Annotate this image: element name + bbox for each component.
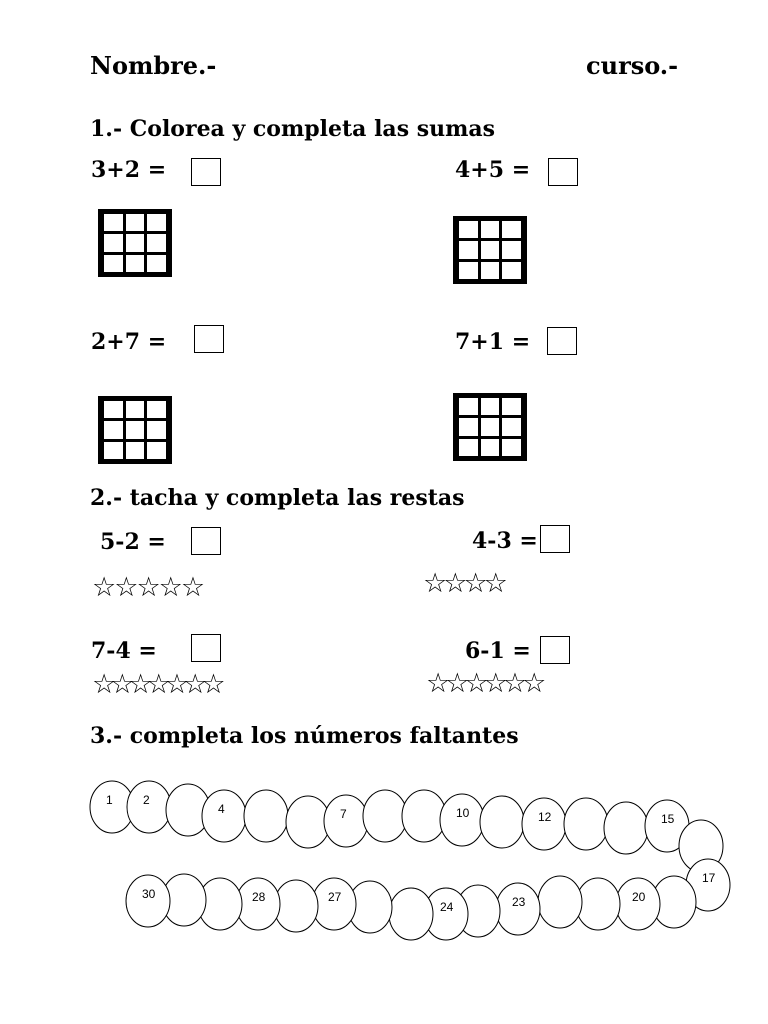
- grid-cell[interactable]: [126, 234, 145, 251]
- sum-answer-box-2[interactable]: [548, 158, 578, 186]
- number-circle[interactable]: [312, 878, 356, 930]
- number-circle[interactable]: [440, 794, 484, 846]
- grid-cell[interactable]: [104, 401, 123, 418]
- number-circle[interactable]: [564, 798, 608, 850]
- color-grid-3[interactable]: [98, 396, 172, 464]
- grid-cell[interactable]: [147, 255, 166, 272]
- number-caterpillar: [0, 770, 768, 960]
- circle-number-label: 1: [106, 793, 113, 807]
- circle-number-label: 15: [661, 812, 675, 826]
- sub-problem-1: 5-2 =: [100, 529, 166, 555]
- sum-answer-box-1[interactable]: [191, 158, 221, 186]
- star-icon[interactable]: ☆: [110, 669, 129, 700]
- sub-answer-box-1[interactable]: [191, 527, 221, 555]
- grid-cell[interactable]: [502, 241, 521, 258]
- sub-answer-box-3[interactable]: [191, 634, 221, 662]
- star-row-3: [92, 671, 220, 698]
- circle-number-label: 2: [143, 793, 150, 807]
- grid-cell[interactable]: [104, 255, 123, 272]
- star-icon[interactable]: ☆: [464, 668, 484, 699]
- grid-cell[interactable]: [126, 214, 145, 231]
- grid-cell[interactable]: [126, 255, 145, 272]
- sub-problem-4: 6-1 =: [465, 638, 531, 664]
- number-circle[interactable]: [274, 880, 318, 932]
- star-icon[interactable]: ☆: [502, 668, 523, 699]
- circle-number-label: 28: [252, 890, 266, 904]
- circle-number-label: 10: [456, 806, 470, 820]
- star-icon[interactable]: ☆: [483, 568, 504, 599]
- circle-number-label: 20: [632, 890, 646, 904]
- number-circle[interactable]: [522, 798, 566, 850]
- grid-cell[interactable]: [481, 221, 500, 238]
- star-icon[interactable]: ☆: [463, 568, 484, 599]
- grid-cell[interactable]: [502, 221, 521, 238]
- grid-cell[interactable]: [459, 439, 478, 456]
- star-icon[interactable]: ☆: [522, 668, 542, 699]
- circle-number-label: 30: [142, 887, 156, 901]
- star-icon[interactable]: ☆: [443, 568, 464, 599]
- color-grid-4[interactable]: [453, 393, 527, 461]
- star-icon[interactable]: ☆: [136, 572, 159, 603]
- grid-cell[interactable]: [104, 234, 123, 251]
- star-icon[interactable]: ☆: [92, 669, 111, 700]
- number-circle[interactable]: [363, 790, 407, 842]
- number-circle[interactable]: [127, 781, 171, 833]
- grid-cell[interactable]: [481, 439, 500, 456]
- star-icon[interactable]: ☆: [128, 669, 147, 700]
- number-circle[interactable]: [480, 796, 524, 848]
- sum-problem-3: 2+7 =: [91, 329, 167, 355]
- sum-problem-1: 3+2 =: [91, 157, 167, 183]
- grid-cell[interactable]: [459, 262, 478, 279]
- star-icon[interactable]: ☆: [146, 669, 165, 700]
- color-grid-1[interactable]: [98, 209, 172, 277]
- star-icon[interactable]: ☆: [164, 669, 184, 700]
- star-row-4: [426, 670, 541, 697]
- grid-cell[interactable]: [459, 418, 478, 435]
- grid-cell[interactable]: [104, 442, 123, 459]
- grid-cell[interactable]: [502, 398, 521, 415]
- sum-problem-2: 4+5 =: [455, 157, 531, 183]
- grid-cell[interactable]: [147, 421, 166, 438]
- section2-title: 2.- tacha y completa las restas: [90, 485, 465, 511]
- sum-problem-4: 7+1 =: [455, 329, 531, 355]
- star-icon[interactable]: ☆: [201, 669, 220, 700]
- star-icon[interactable]: ☆: [114, 572, 137, 603]
- number-circle[interactable]: [324, 795, 368, 847]
- grid-cell[interactable]: [126, 442, 145, 459]
- number-circle[interactable]: [496, 883, 540, 935]
- grid-cell[interactable]: [481, 418, 500, 435]
- number-circle[interactable]: [576, 878, 620, 930]
- star-row-1: [92, 574, 203, 601]
- section1-title: 1.- Colorea y completa las sumas: [90, 116, 496, 142]
- grid-cell[interactable]: [126, 401, 145, 418]
- grid-cell[interactable]: [104, 214, 123, 231]
- sum-answer-box-3[interactable]: [194, 325, 224, 353]
- grid-cell[interactable]: [459, 398, 478, 415]
- star-icon[interactable]: ☆: [183, 669, 202, 700]
- star-icon[interactable]: ☆: [423, 568, 444, 599]
- number-circle[interactable]: [604, 802, 648, 854]
- circle-number-label: 23: [512, 895, 526, 909]
- number-circle[interactable]: [202, 790, 246, 842]
- number-circle[interactable]: [538, 876, 582, 928]
- grid-cell[interactable]: [459, 241, 478, 258]
- grid-cell[interactable]: [502, 418, 521, 435]
- circle-number-label: 24: [440, 900, 454, 914]
- grid-cell[interactable]: [147, 234, 166, 251]
- circle-number-label: 7: [340, 807, 347, 821]
- number-circle[interactable]: [244, 790, 288, 842]
- number-circle[interactable]: [402, 790, 446, 842]
- grid-cell[interactable]: [481, 262, 500, 279]
- star-row-2: [423, 570, 504, 597]
- number-circle[interactable]: [286, 796, 330, 848]
- star-icon[interactable]: ☆: [483, 668, 503, 699]
- grid-cell[interactable]: [481, 241, 500, 258]
- sum-answer-box-4[interactable]: [547, 327, 577, 355]
- grid-cell[interactable]: [502, 439, 521, 456]
- sub-problem-3: 7-4 =: [91, 638, 157, 664]
- sub-problem-2: 4-3 =: [472, 528, 538, 554]
- number-circle[interactable]: [616, 878, 660, 930]
- sub-answer-box-4[interactable]: [540, 636, 570, 664]
- course-label: curso.-: [586, 51, 679, 80]
- grid-cell[interactable]: [481, 398, 500, 415]
- number-circle[interactable]: [389, 888, 433, 940]
- name-label: Nombre.-: [90, 51, 217, 80]
- star-icon[interactable]: ☆: [158, 572, 181, 603]
- star-icon[interactable]: ☆: [92, 572, 115, 603]
- grid-cell[interactable]: [126, 421, 145, 438]
- grid-cell[interactable]: [502, 262, 521, 279]
- number-circle[interactable]: [126, 875, 170, 927]
- grid-cell[interactable]: [459, 221, 478, 238]
- color-grid-2[interactable]: [453, 216, 527, 284]
- section3-title: 3.- completa los números faltantes: [90, 723, 519, 749]
- circle-number-label: 4: [218, 802, 225, 816]
- number-circle[interactable]: [236, 878, 280, 930]
- circle-number-label: 17: [702, 871, 716, 885]
- grid-cell[interactable]: [104, 421, 123, 438]
- grid-cell[interactable]: [147, 401, 166, 418]
- circle-number-label: 12: [538, 810, 552, 824]
- circle-number-label: 27: [328, 890, 342, 904]
- grid-cell[interactable]: [147, 214, 166, 231]
- star-icon[interactable]: ☆: [180, 572, 204, 603]
- star-icon[interactable]: ☆: [445, 668, 465, 699]
- sub-answer-box-2[interactable]: [540, 525, 570, 553]
- star-icon[interactable]: ☆: [426, 668, 446, 699]
- grid-cell[interactable]: [147, 442, 166, 459]
